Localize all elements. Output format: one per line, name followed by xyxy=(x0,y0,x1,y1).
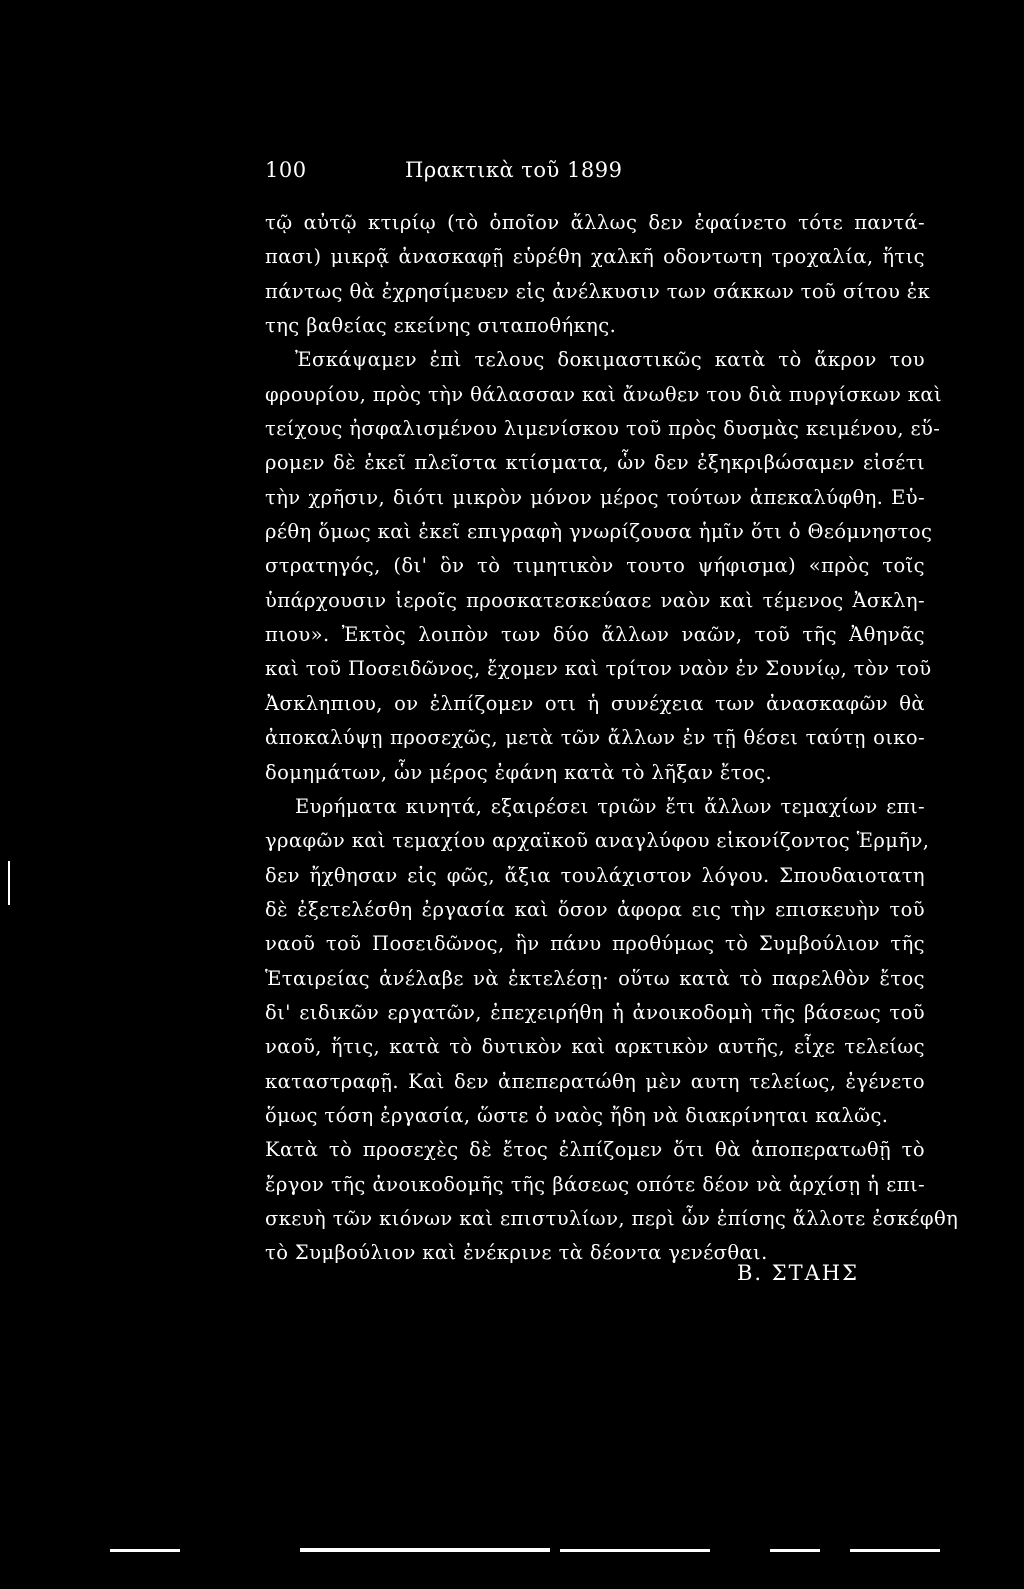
text-line: Ἑταιρείας ἀνέλαβε νὰ ἐκτελέσῃ· οὕτω κατὰ τὸ παρελθὸν ἔτος xyxy=(265,966,925,990)
text-line: καταστραφῇ. Καὶ δεν ἀπεπερατώθη μὲν αυτη τελείως, ἐγένετο xyxy=(265,1069,925,1093)
text-line: πάντως θὰ ἐχρησίμευεν εἰς ἀνέλκυσιν των σάκκων τοῦ σίτου ἐκ xyxy=(265,279,931,303)
text-line: της βαθείας εκείνης σιταποθήκης. xyxy=(265,314,617,338)
margin-mark xyxy=(8,861,10,905)
body-text xyxy=(265,206,959,1271)
scan-edge-mark xyxy=(110,1549,180,1552)
text-line: Ευρήματα κινητά, εξαιρέσει τριῶν ἔτι ἄλλων τεμαχίων επι- xyxy=(295,794,925,818)
scan-edge-mark xyxy=(850,1549,940,1552)
text-line: ναοῦ τοῦ Ποσειδῶνος, ἣν πάνυ προθύμως τὸ Συμβούλιον τῆς xyxy=(265,932,925,956)
text-line: δεν ἤχθησαν εἰς φῶς, ἄξια τουλάχιστον λόγου. Σπουδαιοτατη xyxy=(265,863,925,887)
text-line: γραφῶν καὶ τεμαχίου αρχαϊκοῦ αναγλύφου εἰκονίζοντος Ἑρμῆν, xyxy=(265,829,930,853)
text-line: τὴν χρῆσιν, διότι μικρὸν μόνον μέρος τούτων ἀπεκαλύφθη. Εὑ- xyxy=(265,485,925,509)
scan-edge-mark xyxy=(770,1549,820,1552)
text-line: ἀποκαλύψῃ προσεχῶς, μετὰ τῶν ἄλλων ἐν τῇ θέσει ταύτῃ οικο- xyxy=(265,726,925,750)
text-line: ὅμως τόση ἐργασία, ὥστε ὁ ναὸς ἤδη νὰ διακρίνηται καλῶς. xyxy=(265,1103,889,1127)
text-line: Κατὰ τὸ προσεχὲς δὲ ἔτος ἐλπίζομεν ὅτι θὰ ἀποπερατωθῇ τὸ xyxy=(265,1138,925,1162)
text-line: ρομεν δὲ ἐκεῖ πλεῖστα κτίσματα, ὧν δεν ἐξηκριβώσαμεν εἰσέτι xyxy=(265,451,925,475)
text-line: Ἐσκάψαμεν ἐπὶ τελους δοκιμαστικῶς κατὰ τὸ ἄκρον του xyxy=(295,348,925,372)
text-line: φρουρίου, πρὸς τὴν θάλασσαν καὶ ἄνωθεν του διὰ πυργίσκων καὶ xyxy=(265,382,942,406)
text-line: Ἀσκληπιου, ον ἐλπίζομεν οτι ἡ συνέχεια των ἀνασκαφῶν θὰ xyxy=(265,691,925,715)
text-line: τὸ Συμβούλιον καὶ ἐνέκρινε τὰ δέοντα γενέσθαι. xyxy=(265,1241,768,1265)
running-title: Πρακτικὰ τοῦ 1899 xyxy=(405,158,623,182)
text-line: ὑπάρχουσιν ἱεροῖς προσκατεσκεύασε ναὸν καὶ τέμενος Ἀσκλη- xyxy=(265,588,925,612)
text-line: ρέθη ὅμως καὶ ἐκεῖ επιγραφὴ γνωρίζουσα ἡμῖν ὅτι ὁ Θεόμνηστος xyxy=(265,520,933,544)
text-line: σκευὴ τῶν κιόνων καὶ επιστυλίων, περὶ ὧν ἐπίσης ἄλλοτε ἐσκέφθη xyxy=(265,1206,959,1230)
text-line: πασι) μικρᾷ ἀνασκαφῇ εὑρέθη χαλκῆ οδοντωτη τροχαλία, ἥτις xyxy=(265,245,925,269)
text-line: ναοῦ, ἥτις, κατὰ τὸ δυτικὸν καὶ αρκτικὸν αυτῆς, εἶχε τελείως xyxy=(265,1035,925,1059)
scan-edge-mark xyxy=(300,1548,550,1552)
text-line: δι' ειδικῶν εργατῶν, ἐπεχειρήθη ἡ ἀνοικοδομὴ τῆς βάσεως τοῦ xyxy=(265,1000,925,1024)
text-line: πιου». Ἐκτὸς λοιπὸν των δύο ἄλλων ναῶν, τοῦ τῆς Ἀθηνᾶς xyxy=(265,623,925,647)
text-line: στρατηγός, (δι' ὃν τὸ τιμητικὸν τουτο ψήφισμα) «πρὸς τοῖς xyxy=(265,554,925,578)
page-number: 100 xyxy=(265,158,307,182)
text-line: τῷ αὐτῷ κτιρίῳ (τὸ ὁποῖον ἄλλως δεν ἐφαίνετο τότε παντά- xyxy=(265,211,925,234)
text-line: ἔργον τῆς ἀνοικοδομῆς τῆς βάσεως οπότε δέον νὰ ἀρχίσῃ ἡ επι- xyxy=(265,1172,925,1196)
text-line: δὲ ἐξετελέσθη ἐργασία καὶ ὅσον ἀφορα εις τὴν επισκευὴν τοῦ xyxy=(265,897,925,921)
text-line: τείχους ἠσφαλισμένου λιμενίσκου τοῦ πρὸς δυσμὰς κειμένου, εὕ- xyxy=(265,417,941,441)
text-line: δομημάτων, ὧν μέρος ἐφάνη κατὰ τὸ λῆξαν ἔτος. xyxy=(265,760,773,784)
author-signature: Β. ΣΤΑΗΣ xyxy=(737,1261,859,1285)
page-header xyxy=(265,158,725,188)
scan-edge-mark xyxy=(560,1549,710,1552)
text-line: καὶ τοῦ Ποσειδῶνος, ἔχομεν καὶ τρίτον ναὸν ἐν Σουνίῳ, τὸν τοῦ xyxy=(265,657,932,681)
